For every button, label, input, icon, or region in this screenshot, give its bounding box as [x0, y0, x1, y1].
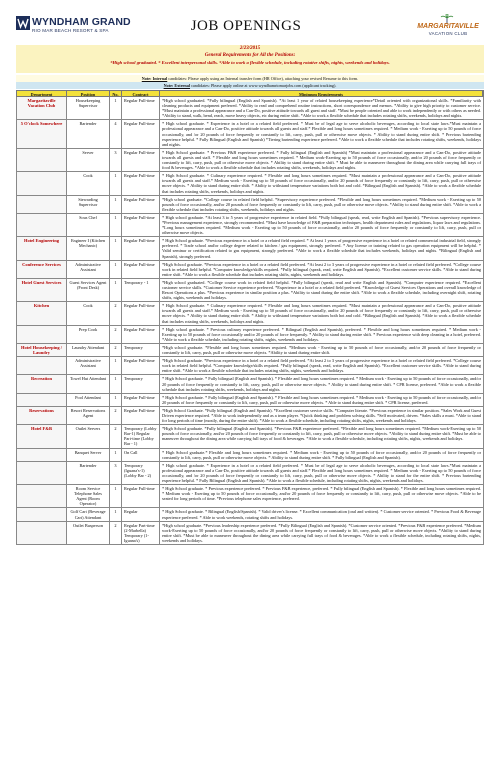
left-brand-name: WYNDHAM GRAND — [32, 16, 131, 28]
department-cell: Kitchen — [17, 302, 67, 324]
number-cell: 2 — [110, 407, 122, 424]
number-cell: 1 — [110, 449, 122, 461]
requirements-cell: *High school graduated. *College course work in related field helpful. *Fully bilingual (speak, read and write English and Spanish). *Computer experience required. *Excellent customer service skills. *Customer Service experience preferred. *Experience in a hotel or a related field preferred. *Knowledge of Guest Services Operations and overall knowledge of Resort Operations a plus. *Previous experience in similar position a plus. *Ability to stand during the entire shift. *Able to work a flexible schedule, including overnight shift, rotating shifts, nights, weekends and holidays. — [162, 279, 481, 301]
position-cell: Outlet Servers — [67, 425, 110, 447]
position-cell: Server — [67, 149, 110, 171]
table-row — [16, 375, 484, 393]
table-row — [16, 172, 484, 195]
page-title: JOB OPENINGS — [190, 18, 302, 34]
position-cell: Administrative Assistant — [67, 357, 110, 374]
department-cell: Recreation — [17, 375, 67, 392]
number-cell: 1 — [110, 394, 122, 406]
number-cell: 2 — [110, 522, 122, 544]
requirements-cell: *High School graduate. *Previous experience in a hotel or a related field preferred. *At least 2 to 3 years of progressive experience in a hotel or related field preferred. *College course work in related field helpful. *Computer knowledge/skills required. *Fully bilingual (speak, read, write English and Spanish). *Excellent customer service skills. *Able to stand during entire shift. *Able to work a flexible schedule that includes rotating shifts, nights, weekends and holidays. — [162, 358, 481, 374]
department-cell — [17, 462, 67, 484]
number-cell: 2 — [110, 302, 122, 324]
requirements-cell: *High School Graduate. *Fully bilingual (English and Spanish). *Excellent customer service skills. *Computer literate. *Previous experience in similar position. *Sales Work and Guest Driven experience required. *Able to work independently and as a team player. *Quick thinking and problem solving skills. *Self motivated, driven. *Sales skills a must. *Able to stand for long periods of time (mostly, during the entire shift). *Able to work a flexible schedule, including rotating shifts, nights, weekends and holidays. — [162, 407, 481, 424]
contract-cell: Regular Full-time — [122, 326, 160, 343]
internal-note-text: candidates: Please apply using an Internal transfer form (HR Office), attaching your revised Resume to this form. — [167, 76, 359, 81]
requirements-cell: *High school graduate. *College course in related field helpful. *Supervisory experience preferred. *Flexible and long hours sometimes required. *Medium work - Exerting up to 50 pounds of force occasionally, and/or 20 pounds of force frequently or constantly to lift, carry, push, pull or otherwise move objects. *Ability to stand during entire shift. *Able to work a flexible schedule that includes rotating shifts, weekends, holidays and nights. — [162, 196, 481, 212]
table-row — [16, 449, 484, 462]
department-cell: Hotel Engineering — [17, 237, 67, 259]
table-row — [16, 508, 484, 521]
contract-cell: Regular Full-time — [122, 196, 160, 213]
contract-cell: Regular Full-time — [122, 120, 160, 147]
position-cell: Towel Hut Attendant — [67, 375, 110, 392]
posting-date: 2/23/2015 — [239, 46, 261, 51]
requirements-cell: *High school graduated. *Fully bilingual (English and Spanish). *At least 1 year of related housekeeping experience*Detail oriented with organizational skills. *Familiarity with cleaning products and equipment preferred. *Ability to read and comprehend routine instructions, short correspondence and memos. *Ability to give high priority to customer service. *Must maintain a professional appearance and a Can-Do, positive attitude towards all guest and staff. *Must be people oriented and able to work independently or with others as needed. *Ability to stand, walk, bend, reach, move heavy objects, etc during entire shift. *Able to work a flexible schedule that includes rotating shifts, weekends, holidays and nights. — [162, 98, 481, 119]
col-header-department: Department — [17, 91, 67, 96]
requirements-cell: * High School graduate. * Culinary experience required. * Flexible and long hours sometimes required. *Must maintain a professional appearance and a Can-Do, positive attitude towards all guests and staff.* Medium work - Exerting up to 50 pounds of force occasionally, and/or 20 pounds of force frequently or constantly to lift, carry, push, pull or otherwise move objects. * Ability to stand during entire shift. * Ability to withstand temperature variations both hot and cold. *Bilingual (English and Spanish). *Able to work a flexible schedule that includes rotating shifts, weekends, holidays and nights. — [162, 173, 481, 194]
table-row — [16, 302, 484, 325]
requirements-cell: * High School graduate. * Previous experience preferred. * Previous F&B experience, preferred. * Fully bilingual (English and Spanish). * Flexible and long hours sometimes required. * Medium work - Exerting up to 50 pounds of force occasionally, and/or 20 pounds of force frequently or constantly to lift, carry, push, pull or otherwise move objects. *Able to be seated for long periods of time. *Previous telephone sales experience, preferred. — [162, 486, 481, 502]
position-cell: Stewarding Supervisor — [67, 196, 110, 213]
contract-cell: Regular Part-time (2-Marbella) Temporary (1-Iguana's) — [122, 522, 160, 544]
number-cell: 2 — [110, 326, 122, 343]
position-cell: Administrative Assistant — [67, 261, 110, 278]
department-cell: Margaritaville Vacation Club — [17, 97, 67, 119]
position-cell: Housekeeping Supervisor — [67, 97, 110, 119]
department-cell — [17, 357, 67, 374]
department-cell: Hotel Guest Services — [17, 279, 67, 301]
department-cell: Hotel Housekeeping / Laundry — [17, 344, 67, 356]
position-cell: Bartender — [67, 120, 110, 147]
position-cell: Prep Cook — [67, 326, 110, 343]
external-note — [16, 82, 484, 89]
department-cell — [17, 394, 67, 406]
department-cell: Conference Services — [17, 261, 67, 278]
margaritaville-logo — [412, 14, 484, 42]
contract-cell: Regular Full-time — [122, 172, 160, 194]
table-row — [16, 261, 484, 279]
col-header-number: No. — [110, 91, 122, 96]
contract-cell: Regular Full-time — [122, 302, 160, 324]
table-header-row — [16, 90, 484, 97]
table-row — [16, 462, 484, 485]
contract-cell: On Call — [122, 449, 160, 461]
internal-note — [16, 75, 484, 82]
requirements-cell: *High School graduate. *Fully bilingual (English and Spanish). *Previous F&B experience preferred. *Flexible and long hours sometimes required. *Medium work-Exerting up to 50 pounds of force occasionally, and/or 20 pounds of force frequently or constantly to lift, carry, push, pull or otherwise move objects. *Ability to stand during entire shift. *Must be able to maneuver throughout the dining area while carrying full trays of food & beverages. *Able to work a flexible schedule, including rotating shifts, nights, weekends and holidays. — [162, 426, 481, 442]
requirements-cell: * High School graduate. * Fully bilingual (English and Spanish). * Flexible and long hours sometimes required. * Medium work - Exerting up to 50 pounds of force occasionally, and/or 20 pounds of force frequently or constantly to lift, carry, push, pull or otherwise move objects. * Able to stand during entire shift. * CPR license, preferred. — [162, 394, 481, 405]
department-cell — [17, 485, 67, 507]
requirements-cell: *High School graduate. *Previous experience in a hotel or a related field preferred. *At least 2 to 3 years of progressive experience in a hotel or related field preferred. *College course work in related field helpful. *Computer knowledge/skills required. *Fully bilingual (speak, read, write English and Spanish). *Excellent customer service skills. *Able to stand during entire shift. *Able to work a flexible schedule that includes rotating shifts, nights, weekends and holidays. — [162, 261, 481, 277]
col-header-requirements: Minimum Requirements — [160, 91, 483, 96]
requirements-cell: * High school graduate. * Previous culinary experience preferred. * Bilingual (English and Spanish), preferred. * Flexible and long hours sometimes required. * Medium work - Exerting up to 50 pounds of force occasionally and/or 20 pounds of force frequently. * Ability to stand during entire shift. * Previous experience with deep cleaning in a hotel, preferred. *Able to work a flexible schedule, including rotating shifts, nights, weekends and holidays. — [162, 326, 481, 342]
contract-cell: Regular Full-time — [122, 407, 160, 424]
application-notes — [16, 75, 484, 89]
left-brand-subtitle: RIO MAR BEACH RESORT & SPA — [32, 28, 109, 33]
table-body — [16, 97, 484, 545]
number-cell: 3 — [110, 462, 122, 484]
number-cell: 1 — [110, 237, 122, 259]
position-cell: Sous Chef — [67, 214, 110, 236]
requirements-cell: * High school graduate. * Experience in a hotel or a related field preferred. * Must be of legal age to serve alcoholic beverages, according to local state laws.*Must maintain a professional appearance and a Can-Do, positive attitude towards all guests and staff.* Flexible and long hours sometimes required. * Medium work - Exerting up to 50 pounds of force occasionally, and /or 20 pounds of force frequently or constantly to lift, carry, push, pull or otherwise move objects. * Ability to stand for the entire shift. * Previous bartending experience helpful. * Fully Bilingual (English and Spanish). *Able to work a flexible schedule, including rotating shifts, nights, weekends and holidays. — [162, 462, 481, 483]
department-cell — [17, 196, 67, 213]
position-cell: Room Service Telephone Sales Agent (Room Operator) — [67, 485, 110, 507]
department-cell: Reservations — [17, 407, 67, 424]
requirements-cell: *High school graduate. *Previous leadership experience preferred. *Fully Bilingual (English and Spanish). *Customer service oriented. *Previous F&B experience preferred. *Medium work-Exerting up to 50 pounds of force occasionally, and/or 20 pounds of force frequently or constantly to lift, carry, push, pull or otherwise move objects. *Ability to stand during entire shift. *Must be able to maneuver throughout the dining area while carrying full trays of food & beverages. *Able to work a flexible schedule, including rotating shifts, nights, weekends and holidays. — [162, 522, 481, 543]
external-note-label: Note: External — [163, 83, 191, 88]
number-cell: 1 — [110, 214, 122, 236]
contract-cell: Regular Full-time — [122, 357, 160, 374]
number-cell: 1 — [110, 508, 122, 520]
position-cell: Guest Services Agent (Front Desk) — [67, 279, 110, 301]
number-cell: 1 — [110, 261, 122, 278]
position-cell: Pool Attendant — [67, 394, 110, 406]
department-cell: 5 O'clock Somewhere — [17, 120, 67, 147]
contract-cell: Temporary — [122, 344, 160, 356]
position-cell: Laundry Attendant — [67, 344, 110, 356]
department-cell — [17, 172, 67, 194]
table-row — [16, 237, 484, 260]
requirements-cell: * High School graduate. * Culinary experience required. * Flexible and long hours sometimes required. *Must maintain a professional appearance and a Can-Do, positive attitude towards all guests and staff.* Medium work - Exerting up to 50 pounds of force occasionally, and/or 20 pounds of force frequently or constantly to lift, carry, push, pull or otherwise move objects. * Ability to stand during entire shift. * Ability to withstand temperature variations both hot and cold. *Bilingual (English and Spanish). *Able to work a flexible schedule that includes rotating shifts, weekends, holidays and nights. — [162, 303, 481, 324]
requirements-cell: * High school graduate. * Experience in a hotel or a related field preferred. * Must be of legal age to serve alcoholic beverages, according to local state laws.*Must maintain a professional appearance and a Can-Do, positive attitude towards all guests and staff.* Flexible and long hours sometimes required. * Medium work - Exerting up to 50 pounds of force occasionally, and /or 20 pounds of force frequently or constantly to lift, carry, push, pull or otherwise move objects. * Ability to stand during entire shift. * Previous bartending experience helpful. * Fully Bilingual (English and Spanish) *Tiering bartending experience preferred. *Able to work a flexible schedule that includes rotating shifts, weekends, holidays and nights. — [162, 121, 481, 147]
number-cell: 1 — [110, 375, 122, 392]
position-cell: Engineer I (Kitchen Mechanic) — [67, 237, 110, 259]
table-row — [16, 120, 484, 148]
table-row — [16, 407, 484, 425]
requirements-title: General Requirements for All the Positions: — [204, 53, 296, 58]
contract-cell: Regular Full-time — [122, 485, 160, 507]
page-header — [16, 14, 484, 42]
department-cell: Hotel F&B — [17, 425, 67, 447]
contract-cell: Temporary (Iguana's-1) (Lobby Bar - 2) — [122, 462, 160, 484]
job-openings-table — [16, 90, 484, 545]
contract-cell: Temporary — [122, 375, 160, 392]
external-note-text: candidates: Please apply online at www.wyndhamriomarjobs.com (applicant tracking). — [190, 83, 337, 88]
department-cell — [17, 508, 67, 520]
requirements-cell: * High School graduate. * Bilingual (English/Spanish). * Valid driver's license. * Excellent communication (oral and written). * Customer service oriented. * Previous Food & Beverage experience preferred. * Able to work weekends, rotating shifts and holidays. — [162, 509, 481, 520]
table-row — [16, 522, 484, 545]
number-cell: 3 — [110, 149, 122, 171]
requirements-line: *High school graduated. * Excellent interpersonal skills. *Able to work a flexible schedule, including rotative shifts, nights, weekends and holidays. — [110, 60, 390, 65]
col-header-contract: Contract — [122, 91, 160, 96]
contract-cell: Regular Full-time — [122, 214, 160, 236]
contract-cell: Temporary - 1 — [122, 279, 160, 301]
table-row — [16, 344, 484, 357]
position-cell: Banquet Server — [67, 449, 110, 461]
contract-cell: Temporary (Lobby Bar-1) Regular Part-time (Lobby Bar - 1) — [122, 425, 160, 447]
table-row — [16, 149, 484, 172]
number-cell: 1 — [110, 196, 122, 213]
internal-note-label: Note: Internal — [141, 76, 168, 81]
contract-cell: Regular Full-time — [122, 394, 160, 406]
department-cell — [17, 522, 67, 544]
table-row — [16, 196, 484, 214]
number-cell: 1 — [110, 357, 122, 374]
position-cell: Outlet Busperson — [67, 522, 110, 544]
table-row — [16, 485, 484, 508]
table-row — [16, 357, 484, 375]
number-cell: 1 — [110, 485, 122, 507]
table-row — [16, 97, 484, 120]
number-cell: 1 — [110, 279, 122, 301]
position-cell: Cook — [67, 302, 110, 324]
contract-cell: Regular Full-time — [122, 149, 160, 171]
number-cell: 4 — [110, 120, 122, 147]
number-cell: 2 — [110, 425, 122, 447]
right-brand-name: MARGARITAVILLE — [417, 23, 479, 30]
position-cell: Resort Reservations Agent — [67, 407, 110, 424]
contract-cell: Regular Full-time — [122, 261, 160, 278]
contract-cell: Regular Full-time — [122, 237, 160, 259]
number-cell: 2 — [110, 344, 122, 356]
position-cell: Bartender — [67, 462, 110, 484]
requirements-banner — [16, 45, 484, 73]
right-brand-subtitle: VACATION CLUB — [428, 31, 468, 36]
position-cell: Golf Cart (Beverage Cart) Attendant — [67, 508, 110, 520]
contract-cell: Regular — [122, 508, 160, 520]
requirements-cell: * High School graduate.* Flexible and long hours sometimes required. * Medium work - Exerting up to 50 pounds of force occasionally, and/or 20 pounds of force frequently or constantly to lift, carry, push, pull or otherwise move objects. * Ability to stand during entire shift. * Fully bilingual (English and Spanish). — [162, 449, 481, 460]
requirements-cell: * High School graduate. * Fully bilingual (English and Spanish). * Flexible and long hours sometimes required. * Medium work - Exerting up to 50 pounds of force occasionally, and/or 20 pounds of force frequently or constantly to lift, carry, push, pull or otherwise move objects. * Ability to stand during entire shift. * CPR license, preferred. *Able to work a flexible schedule that includes rotating shifts, weekends, holidays and nights. — [162, 376, 481, 392]
department-cell — [17, 149, 67, 171]
requirements-cell: * High School graduate. * Previous F&B experience preferred. * Fully bilingual (English and Spanish) *Must maintain a professional appearance and a Can-Do, positive attitude towards all guests and staff. * Flexible and long hours sometimes required. * Medium work-Exerting up to 50 pounds of force occasionally, and/or 20 pounds of force frequently or constantly to lift, carry, push, pull or otherwise move objects. * Ability to stand during entire shift. * Must be able to maneuver throughout the dining area while carrying full trays of food & beverages. *Able to work a flexible schedule that includes rotating shifts, weekends, holidays and nights. — [162, 149, 481, 171]
position-cell: Cook — [67, 172, 110, 194]
department-cell — [17, 449, 67, 461]
table-row — [16, 425, 484, 448]
table-row — [16, 214, 484, 237]
requirements-cell: *High school graduate. *Flexible and long hours sometimes required. *Medium work - Exerting up to 50 pounds of force occasionally, and/or 20 pounds of force frequently or constantly to lift, carry, push, pull or otherwise move objects. *Ability to stand during entire shift. — [162, 344, 481, 356]
department-cell — [17, 326, 67, 343]
wyndham-w-icon — [16, 16, 30, 30]
wyndham-grand-logo — [16, 16, 136, 42]
col-header-position: Position — [67, 91, 110, 96]
table-row — [16, 326, 484, 344]
table-row — [16, 394, 484, 407]
number-cell: 1 — [110, 172, 122, 194]
department-cell — [17, 214, 67, 236]
contract-cell: Regular Full-time — [122, 97, 160, 119]
number-cell: 1 — [110, 97, 122, 119]
requirements-cell: * High school graduate. *At least 3 to 5 years of progressive experience in related field. *Fully bilingual (speak, read, write English and Spanish). *Previous supervisory experience. *Previous management experience, strongly recommended. *Must have knowledge of F&B preparation techniques, health department rules and regulations, liquor laws and regulations. *Long hours sometimes required. *Medium work - Exerting up to 50 pounds of force occasionally, and/or 20 pounds of force frequently or constantly to lift, carry, push, pull or otherwise move objects. — [162, 214, 481, 236]
requirements-cell: * High School graduate. *Previous experience in a hotel or a related field required. * At least 1 years of progressive experience in a hotel or related commercial industrial field, strongly preferred. * Trade school and/or college degree related to kitchen / gas equipment, strongly preferred. * Any license or training related to gas operation equipment will be helpful. * Valid seminar or certification related to gas equipment, strongly preferred. *Able to work a flexible schedule that includes weekends, holidays and nights. *Bilingual (English and Spanish), strongly preferred. — [162, 238, 481, 259]
table-row — [16, 279, 484, 302]
